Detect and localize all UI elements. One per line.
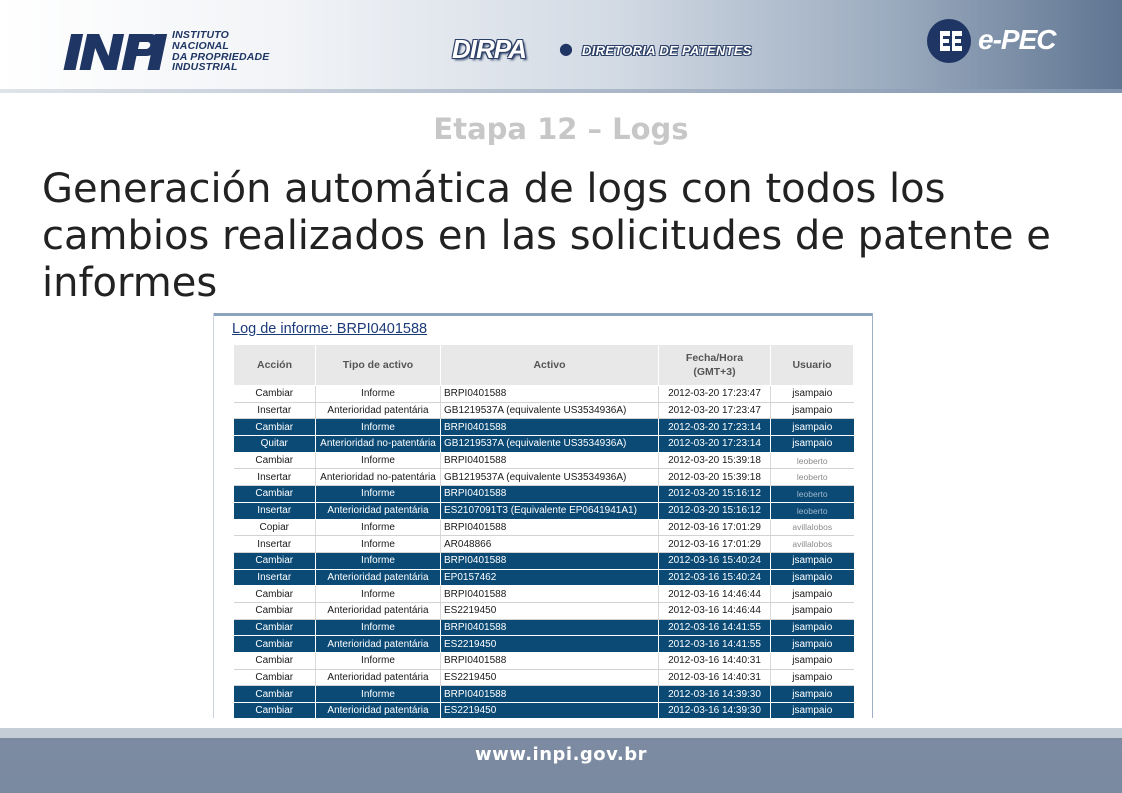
epec-logo-text: e-PEC — [978, 24, 1056, 55]
cell-fecha: 2012-03-16 17:01:29 — [659, 519, 771, 536]
cell-activo: GB1219537A (equivalente US3534936A) — [441, 469, 659, 486]
table-row[interactable] — [234, 653, 854, 670]
cell-fecha: 2012-03-20 17:23:47 — [659, 386, 771, 403]
cell-fecha: 2012-03-20 17:23:14 — [659, 419, 771, 436]
cell-accion: Insertar — [234, 536, 316, 553]
cell-fecha: 2012-03-16 14:39:30 — [659, 703, 771, 718]
cell-accion: Cambiar — [234, 602, 316, 619]
table-row[interactable] — [234, 436, 854, 453]
cell-fecha: 2012-03-16 14:40:31 — [659, 669, 771, 686]
cell-tipo: Informe — [316, 536, 441, 553]
table-row[interactable] — [234, 519, 854, 536]
log-heading-link[interactable]: Log de informe: BRPI0401588 — [232, 321, 428, 337]
cell-tipo: Anterioridad patentária — [316, 502, 441, 519]
cell-accion: Cambiar — [234, 636, 316, 653]
table-row[interactable] — [234, 502, 854, 519]
cell-fecha: 2012-03-16 17:01:29 — [659, 536, 771, 553]
cell-fecha: 2012-03-16 15:40:24 — [659, 569, 771, 586]
table-row[interactable] — [234, 586, 854, 603]
table-row[interactable] — [234, 469, 854, 486]
table-row[interactable] — [234, 569, 854, 586]
cell-accion: Copiar — [234, 519, 316, 536]
cell-activo: BRPI0401588 — [441, 452, 659, 469]
cell-activo: BRPI0401588 — [441, 653, 659, 670]
cell-fecha: 2012-03-16 14:46:44 — [659, 586, 771, 603]
panel-top-border — [214, 313, 873, 316]
cell-activo: ES2219450 — [441, 703, 659, 718]
cell-fecha: 2012-03-20 15:16:12 — [659, 502, 771, 519]
cell-accion: Insertar — [234, 402, 316, 419]
slide-body: Generación automática de logs con todos los cambios realizados en las solicitudes de patente e informes — [42, 166, 1051, 306]
cell-accion: Cambiar — [234, 386, 316, 403]
cell-fecha: 2012-03-16 14:41:55 — [659, 636, 771, 653]
cell-usuario: jsampaio — [771, 653, 854, 670]
dirpa-subtitle: DIRETORIA DE PATENTES — [582, 43, 752, 58]
cell-tipo: Informe — [316, 619, 441, 636]
inpi-line: DA PROPRIEDADE — [172, 50, 270, 63]
cell-tipo: Informe — [316, 586, 441, 603]
cell-fecha: 2012-03-20 17:23:47 — [659, 402, 771, 419]
inpi-line: INSTITUTO — [172, 29, 230, 41]
cell-activo: GB1219537A (equivalente US3534936A) — [441, 402, 659, 419]
table-row[interactable] — [234, 552, 854, 569]
cell-tipo: Anterioridad no-patentária — [316, 469, 441, 486]
cell-usuario: jsampaio — [771, 669, 854, 686]
cell-activo: BRPI0401588 — [441, 386, 659, 403]
cell-tipo: Informe — [316, 653, 441, 670]
header-divider — [0, 89, 1122, 93]
cell-fecha: 2012-03-16 14:41:55 — [659, 619, 771, 636]
table-row[interactable] — [234, 703, 854, 718]
cell-accion: Insertar — [234, 469, 316, 486]
cell-activo: BRPI0401588 — [441, 686, 659, 703]
cell-accion: Cambiar — [234, 586, 316, 603]
table-row[interactable] — [234, 402, 854, 419]
cell-tipo: Anterioridad patentária — [316, 669, 441, 686]
cell-accion: Cambiar — [234, 669, 316, 686]
cell-usuario: jsampaio — [771, 602, 854, 619]
cell-accion: Cambiar — [234, 703, 316, 718]
table-row[interactable] — [234, 419, 854, 436]
log-table — [233, 344, 854, 718]
table-row[interactable] — [234, 386, 854, 403]
dirpa-logo: DIRPA — [452, 34, 526, 64]
cell-usuario: jsampaio — [771, 419, 854, 436]
table-row[interactable] — [234, 669, 854, 686]
column-header-activo[interactable]: Activo — [441, 345, 659, 386]
cell-usuario: jsampaio — [771, 636, 854, 653]
cell-activo: BRPI0401588 — [441, 419, 659, 436]
cell-activo: ES2107091T3 (Equivalente EP0641941A1) — [441, 502, 659, 519]
cell-usuario: jsampaio — [771, 703, 854, 718]
table-row[interactable] — [234, 636, 854, 653]
cell-usuario: jsampaio — [771, 552, 854, 569]
log-screenshot-panel — [213, 313, 873, 718]
cell-tipo: Anterioridad no-patentária — [316, 436, 441, 453]
cell-tipo: Anterioridad patentária — [316, 602, 441, 619]
cell-fecha: 2012-03-16 14:40:31 — [659, 653, 771, 670]
cell-tipo: Informe — [316, 386, 441, 403]
cell-accion: Cambiar — [234, 686, 316, 703]
cell-usuario: leoberto — [771, 452, 854, 469]
cell-accion: Cambiar — [234, 419, 316, 436]
cell-tipo: Informe — [316, 486, 441, 503]
cell-activo: BRPI0401588 — [441, 619, 659, 636]
cell-accion: Cambiar — [234, 552, 316, 569]
column-header-tipo[interactable]: Tipo de activo — [316, 345, 441, 386]
bullet-separator: ● — [559, 39, 573, 58]
cell-usuario: leoberto — [771, 486, 854, 503]
cell-accion: Cambiar — [234, 619, 316, 636]
cell-tipo: Anterioridad patentária — [316, 569, 441, 586]
inpi-line: INDUSTRIAL — [172, 61, 238, 74]
cell-activo: BRPI0401588 — [441, 519, 659, 536]
cell-activo: ES2219450 — [441, 636, 659, 653]
column-header-accion[interactable]: Acción — [234, 345, 316, 386]
table-row[interactable] — [234, 602, 854, 619]
cell-fecha: 2012-03-20 15:39:18 — [659, 469, 771, 486]
cell-fecha: 2012-03-16 14:39:30 — [659, 686, 771, 703]
slide-title: Etapa 12 – Logs — [433, 112, 689, 146]
cell-usuario: leoberto — [771, 502, 854, 519]
cell-fecha: 2012-03-16 15:40:24 — [659, 552, 771, 569]
table-row[interactable] — [234, 536, 854, 553]
cell-usuario: avillalobos — [771, 536, 854, 553]
cell-activo: GB1219537A (equivalente US3534936A) — [441, 436, 659, 453]
cell-usuario: jsampaio — [771, 586, 854, 603]
table-row[interactable] — [234, 486, 854, 503]
cell-tipo: Informe — [316, 452, 441, 469]
cell-fecha: 2012-03-16 14:46:44 — [659, 602, 771, 619]
cell-activo: BRPI0401588 — [441, 486, 659, 503]
cell-tipo: Informe — [316, 686, 441, 703]
inpi-logo-icon — [60, 30, 170, 74]
cell-tipo: Anterioridad patentária — [316, 703, 441, 718]
cell-accion: Insertar — [234, 502, 316, 519]
inpi-name — [172, 30, 270, 73]
cell-activo: EP0157462 — [441, 569, 659, 586]
cell-fecha: 2012-03-20 15:39:18 — [659, 452, 771, 469]
cell-usuario: jsampaio — [771, 402, 854, 419]
log-table-header — [234, 345, 854, 386]
cell-activo: ES2219450 — [441, 602, 659, 619]
cell-accion: Quitar — [234, 436, 316, 453]
cell-tipo: Anterioridad patentária — [316, 402, 441, 419]
table-row[interactable] — [234, 452, 854, 469]
cell-activo: AR048866 — [441, 536, 659, 553]
cell-activo: ES2219450 — [441, 669, 659, 686]
inpi-line: NACIONAL — [172, 39, 230, 52]
cell-usuario: jsampaio — [771, 619, 854, 636]
cell-tipo: Anterioridad patentária — [316, 636, 441, 653]
cell-accion: Insertar — [234, 569, 316, 586]
table-row[interactable] — [234, 619, 854, 636]
cell-fecha: 2012-03-20 15:16:12 — [659, 486, 771, 503]
cell-usuario: jsampaio — [771, 436, 854, 453]
column-header-fecha[interactable]: Fecha/Hora (GMT+3) — [659, 345, 771, 386]
cell-accion: Cambiar — [234, 486, 316, 503]
footer-url[interactable]: www.inpi.gov.br — [474, 744, 648, 765]
cell-activo: BRPI0401588 — [441, 586, 659, 603]
cell-usuario: jsampaio — [771, 386, 854, 403]
cell-usuario: avillalobos — [771, 519, 854, 536]
cell-accion: Cambiar — [234, 653, 316, 670]
cell-tipo: Informe — [316, 419, 441, 436]
cell-tipo: Informe — [316, 519, 441, 536]
cell-activo: BRPI0401588 — [441, 552, 659, 569]
table-row[interactable] — [234, 686, 854, 703]
column-header-usuario[interactable]: Usuario — [771, 345, 854, 386]
cell-tipo: Informe — [316, 552, 441, 569]
header-banner — [0, 0, 1122, 93]
cell-usuario: jsampaio — [771, 569, 854, 586]
epec-logo-icon — [926, 18, 972, 64]
log-table-body — [234, 386, 854, 719]
cell-fecha: 2012-03-20 17:23:14 — [659, 436, 771, 453]
cell-usuario: jsampaio — [771, 686, 854, 703]
cell-usuario: leoberto — [771, 469, 854, 486]
cell-accion: Cambiar — [234, 452, 316, 469]
